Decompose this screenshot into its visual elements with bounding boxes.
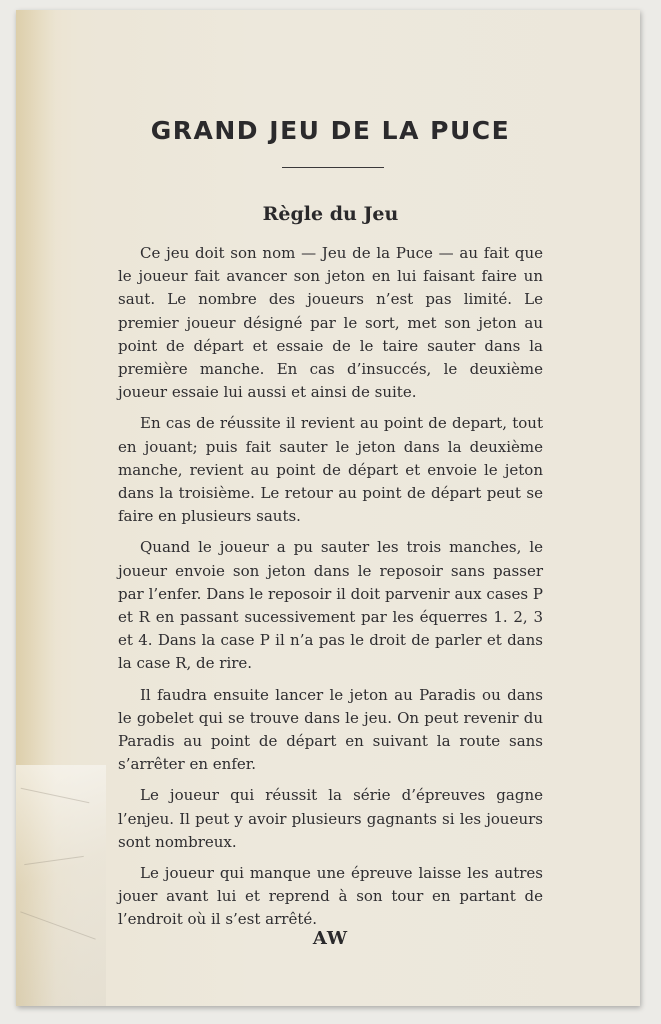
paragraph-5: Le joueur qui réussit la série d’épreuves gagne l’enjeu. Il peut y avoir plusieurs gagnants si les joueurs sont nombreux. xyxy=(118,786,543,851)
paragraph-6: Le joueur qui manque une épreuve laisse les autres jouer avant lui et reprend à son tour en partant de l’endroit où il s’est arrêté. xyxy=(118,864,543,929)
title-divider xyxy=(282,167,384,168)
rules-heading: Règle du Jeu xyxy=(262,203,399,225)
signature-mark: AW xyxy=(312,928,349,949)
torn-corner xyxy=(16,765,106,1006)
rules-text xyxy=(118,242,543,940)
paragraph-3: Quand le joueur a pu sauter les trois manches, le joueur envoie son jeton dans le reposoir sans passer par l’enfer. Dans le reposoir il doit parvenir aux cases P et R en passant sucessivement par les équerres 1. 2, 3 et 4. Dans la case P il n’a pas le droit de parler et dans la case R, de rire. xyxy=(118,538,543,673)
paragraph-1: Ce jeu doit son nom — Jeu de la Puce — au fait que le joueur fait avancer son jeton en lui faisant faire un saut. Le nombre des joueurs n’est pas limité. Le premier joueur désigné par le sort, met son jeton au point de départ et essaie de le taire sauter dans la première manche. En cas d’insuccés, le deuxième joueur essaie lui aussi et ainsi de suite. xyxy=(118,244,543,402)
paragraph-2: En cas de réussite il revient au point de depart, tout en jouant; puis fait sauter le jeton dans la deuxième manche, revient au point de départ et envoie le jeton dans la troisième. Le retour au point de départ peut se faire en plusieurs sauts. xyxy=(118,414,543,526)
page-title: GRAND JEU DE LA PUCE xyxy=(150,116,511,145)
paragraph-4: Il faudra ensuite lancer le jeton au Paradis ou dans le gobelet qui se trouve dans le jeu. On peut revenir du Paradis au point de départ en suivant la route sans s’arrêter en enfer. xyxy=(118,685,543,774)
